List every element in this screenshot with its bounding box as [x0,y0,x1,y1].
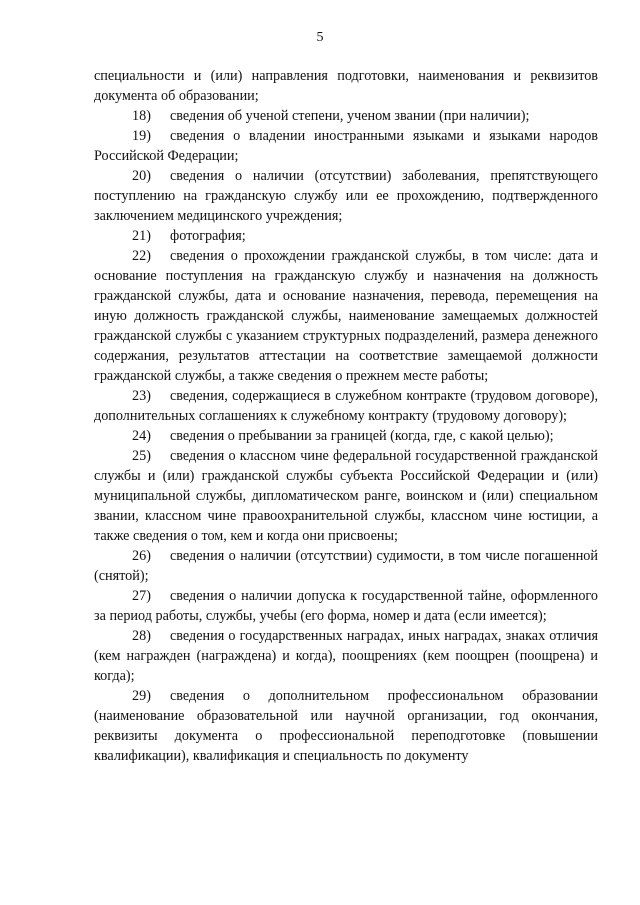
document-body [94,66,598,766]
item-text: сведения о наличии (отсутствии) судимости, в том числе погашенной (снятой); [94,548,598,584]
item-number: 27) [132,588,151,604]
item-number: 24) [132,428,151,444]
item-number: 21) [132,228,151,244]
item-text: сведения о пребывании за границей (когда, где, с какой целью); [170,428,554,444]
item-text: сведения о наличии (отсутствии) заболевания, препятствующего поступлению на гражданскую службу или ее прохождению, подтвержденного заключением медицинского учреждения; [94,168,598,224]
item-text: сведения о прохождении гражданской службы, в том числе: дата и основание поступления на гражданскую службу и назначения на должность гражданской службы, дата и основание назначения, перевода, перемещения на иную должность гражданской службы, наименование замещаемых должностей гражданской службы с указанием структурных подразделений, размера денежного содержания, результатов аттестации на соответствие замещаемой должности гражданской службы, а также сведения о прежнем месте работы; [94,248,598,384]
item-number: 18) [132,108,151,124]
item-text: сведения о государственных наградах, иных наградах, знаках отличия (кем награжден (награждена) и когда), поощрениях (кем поощрен (поощрена) и когда); [94,628,598,684]
list-item-24 [94,426,598,446]
item-text: сведения, содержащиеся в служебном контракте (трудовом договоре), дополнительных соглашениях к служебному контракту (трудовому договору); [94,388,598,424]
item-number: 25) [132,448,151,464]
item-number: 23) [132,388,151,404]
list-item-22 [94,246,598,386]
item-text: сведения об ученой степени, ученом звании (при наличии); [170,108,530,124]
list-item-18 [94,106,598,126]
paragraph-continuation [94,66,598,106]
paragraph-text: специальности и (или) направления подготовки, наименования и реквизитов документа об образовании; [94,68,598,104]
item-text: фотография; [170,228,246,244]
list-item-19 [94,126,598,166]
item-number: 28) [132,628,151,644]
list-item-26 [94,546,598,586]
list-item-28 [94,626,598,686]
item-text: сведения о владении иностранными языками и языками народов Российской Федерации; [94,128,598,164]
list-item-27 [94,586,598,626]
item-number: 19) [132,128,151,144]
page-number: 5 [316,30,324,45]
item-number: 29) [132,688,151,704]
item-text: сведения о наличии допуска к государственной тайне, оформленного за период работы, службы, учебы (его форма, номер и дата (если имеется); [94,588,598,624]
list-item-29 [94,686,598,766]
item-text: сведения о дополнительном профессиональном образовании (наименование образовательной или научной организации, год окончания, реквизиты документа о профессиональной переподготовке (повышении квалификации), квалификация и специальность по документу [94,688,598,764]
item-text: сведения о классном чине федеральной государственной гражданской службы и (или) гражданской службы субъекта Российской Федерации и (или) муниципальной службы, дипломатическом ранге, воинском и (или) специальном звании, классном чине правоохранительной службы, классном чине юстиции, а также сведения о том, кем и когда они присвоены; [94,448,598,544]
item-number: 26) [132,548,151,564]
item-number: 20) [132,168,151,184]
item-number: 22) [132,248,151,264]
list-item-20 [94,166,598,226]
list-item-25 [94,446,598,546]
list-item-21 [94,226,598,246]
list-item-23 [94,386,598,426]
